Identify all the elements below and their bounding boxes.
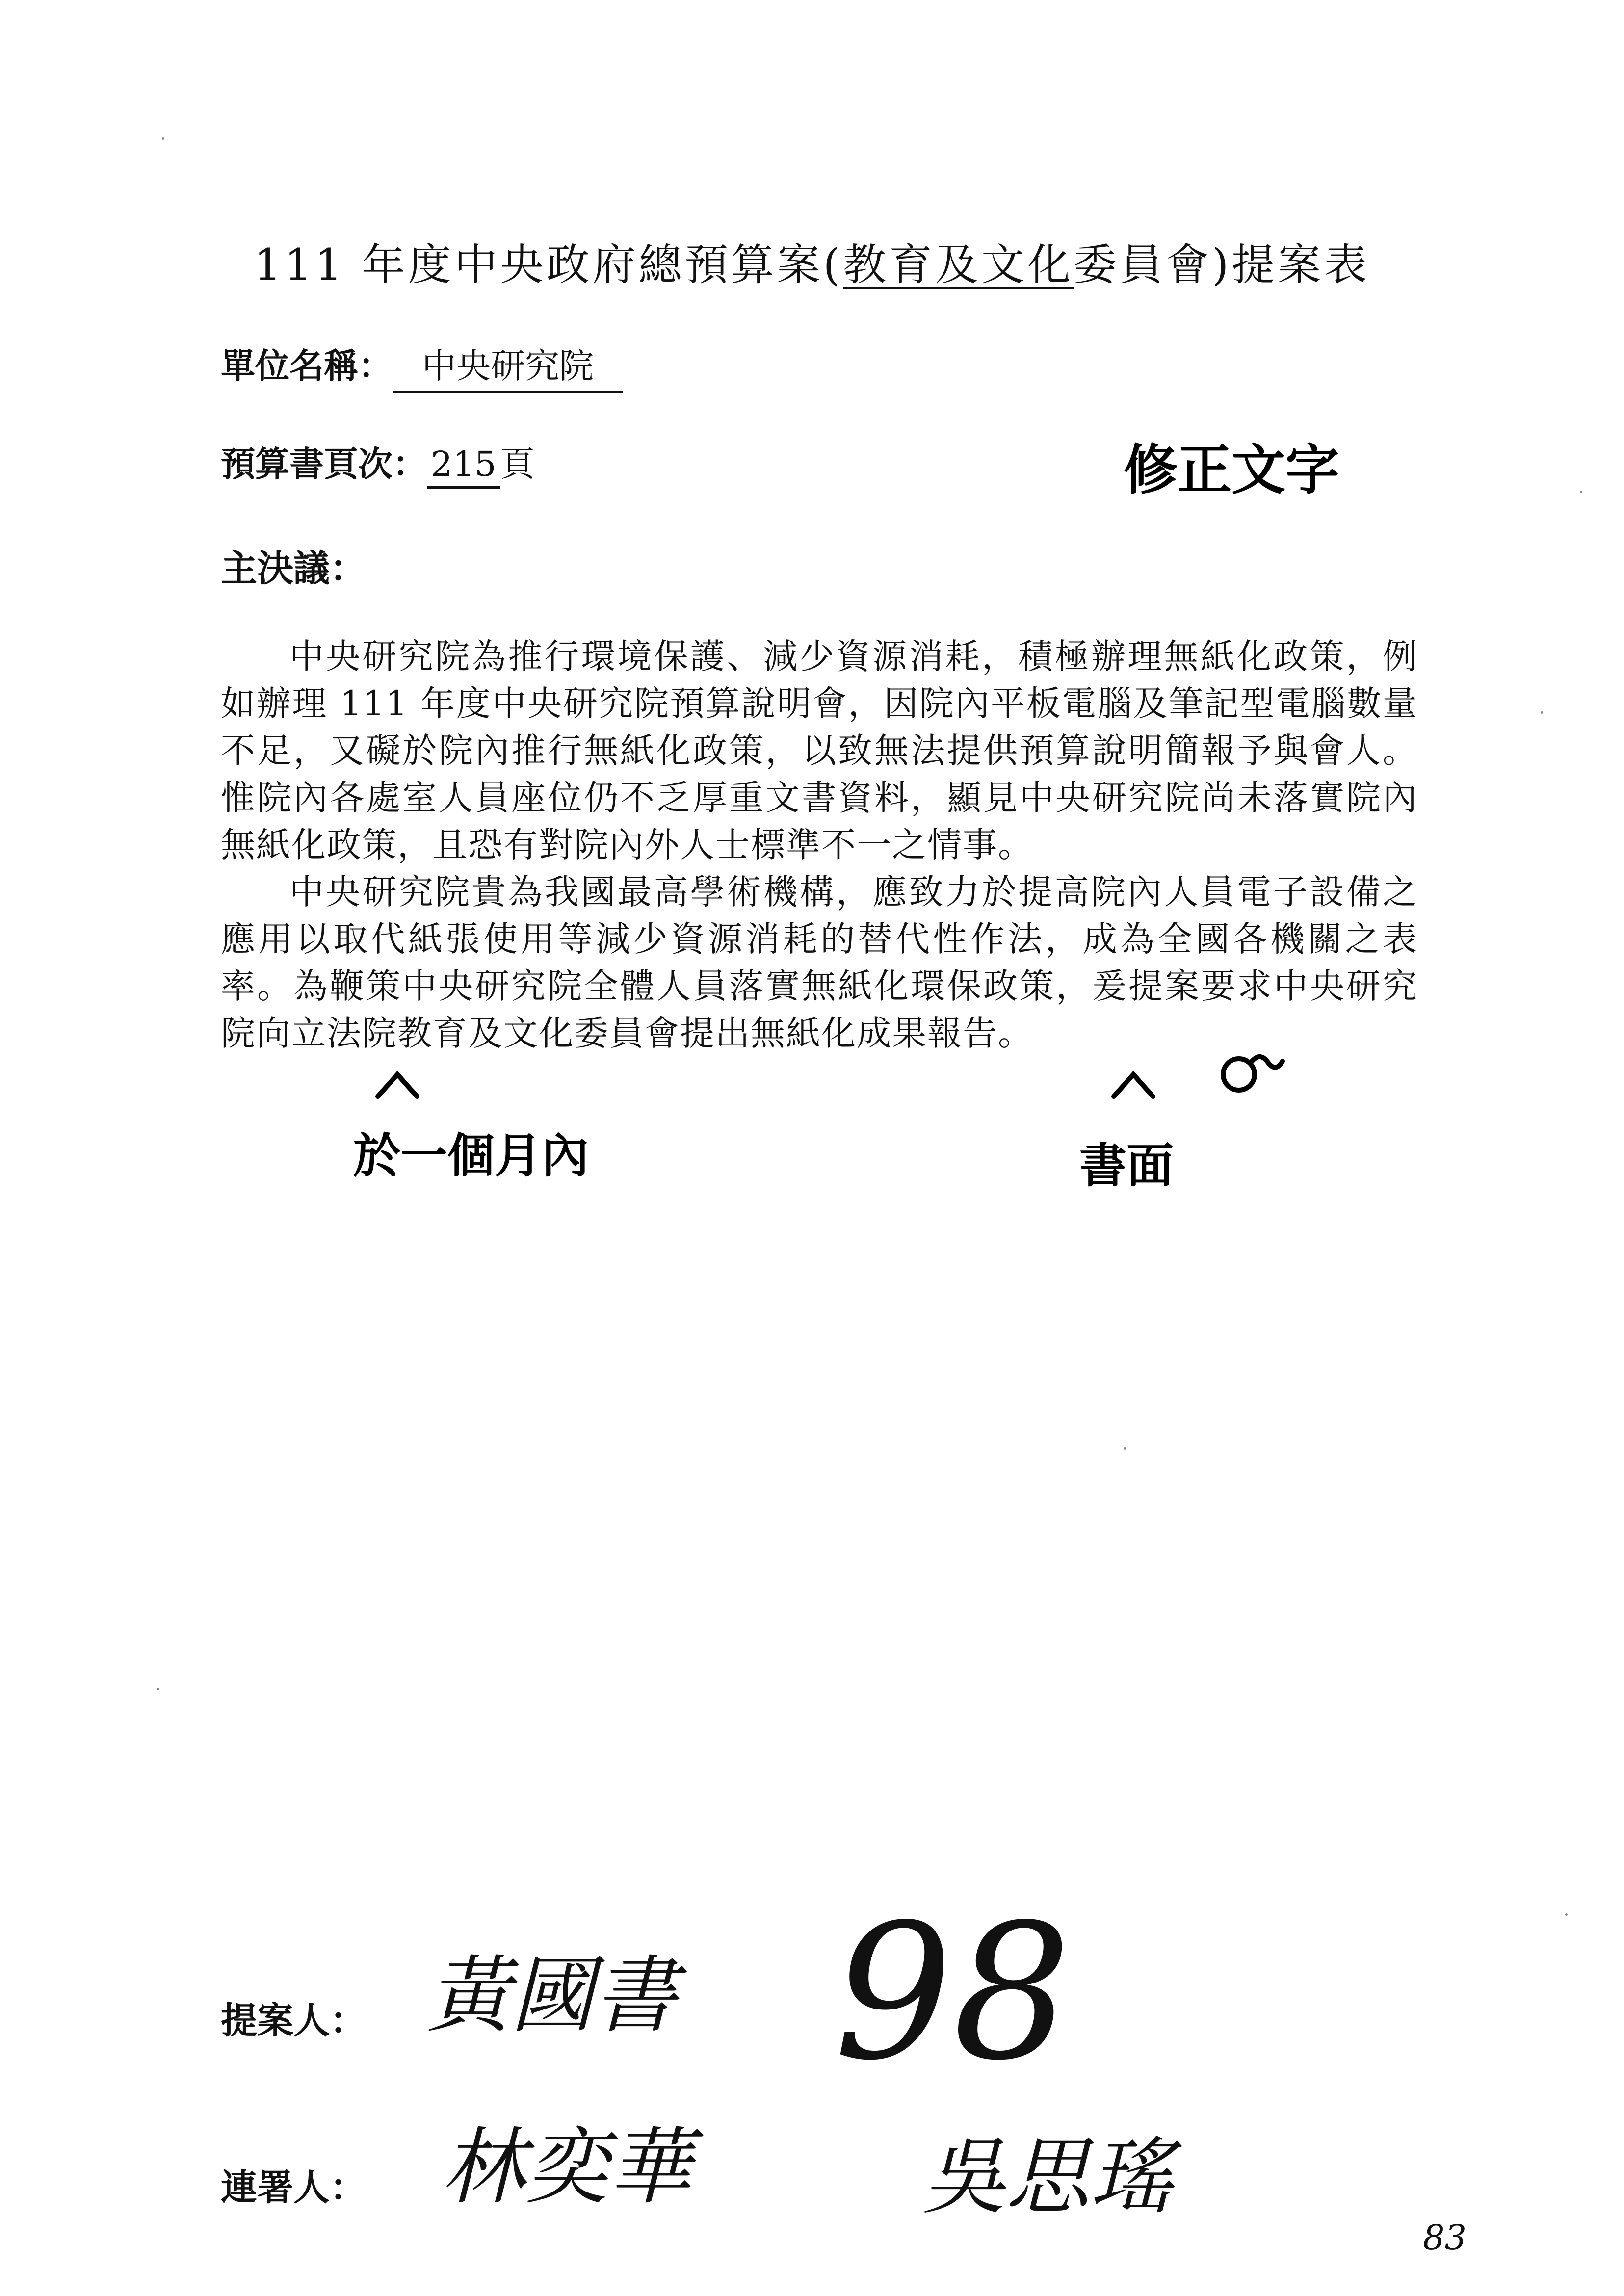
resolution-label: 主決議： <box>221 548 366 590</box>
scan-speck <box>1580 491 1582 493</box>
proposer-label: 提案人： <box>221 2000 366 2042</box>
scan-speck <box>162 137 164 140</box>
page-mark: 83 <box>1423 2218 1467 2258</box>
title-prefix: 111 年度中央政府總預算案( <box>254 239 843 290</box>
cosigner-signature-2: 吳思瑤 <box>922 2129 1173 2226</box>
scan-speck <box>1565 1913 1568 1916</box>
title-committee: 教育及文化 <box>842 239 1074 290</box>
handwritten-number: 98 <box>834 1884 1072 2101</box>
unit-name-value: 中央研究院 <box>393 339 623 393</box>
budget-page-unit: 頁 <box>500 444 535 484</box>
scan-speck <box>1541 711 1543 714</box>
insert-note-1: 於一個月內 <box>353 1128 589 1183</box>
caret-mark-1 <box>378 1074 417 1096</box>
tilde-mark <box>1251 1057 1283 1068</box>
budget-page-value: 215 <box>427 444 500 489</box>
proposer-signature: 黃國書 <box>427 1947 678 2044</box>
cosigner-signature-1: 林奕華 <box>442 2119 692 2216</box>
title-suffix: 委員會)提案表 <box>1073 239 1370 290</box>
insert-note-2: 書面 <box>1079 1138 1174 1193</box>
scan-speck <box>157 1688 159 1690</box>
cosigner-label: 連署人： <box>221 2166 366 2209</box>
paragraph-1: 中央研究院為推行環境保護、減少資源消耗，積極辦理無紙化政策，例如辦理 111 年度中央研究院預算說明會，因院內平板電腦及筆記型電腦數量不足，又礙於院內推行無紙化政策，以致無法提供預算說明簡報予與會人。惟院內各處室人員座位仍不乏厚重文書資料，顯見中央研究院尚未落實院內無紙化政策，且恐有對院內外人士標準不一之情事。 <box>221 636 1418 865</box>
correction-note: 修正文字 <box>1124 439 1339 501</box>
scan-speck <box>1124 1447 1126 1450</box>
caret-mark-2 <box>1114 1074 1153 1096</box>
budget-page-label: 預算書頁次： <box>221 444 427 484</box>
unit-name-label: 單位名稱： <box>221 346 393 386</box>
paragraph-2: 中央研究院貴為我國最高學術機構，應致力於提高院內人員電子設備之應用以取代紙張使用等減少資源消耗的替代性作法，成為全國各機關之表率。為鞭策中央研究院全體人員落實無紙化環保政策，爰提案要求中央研究院向立法院教育及文化委員會提出無紙化成果報告。 <box>221 872 1418 1053</box>
